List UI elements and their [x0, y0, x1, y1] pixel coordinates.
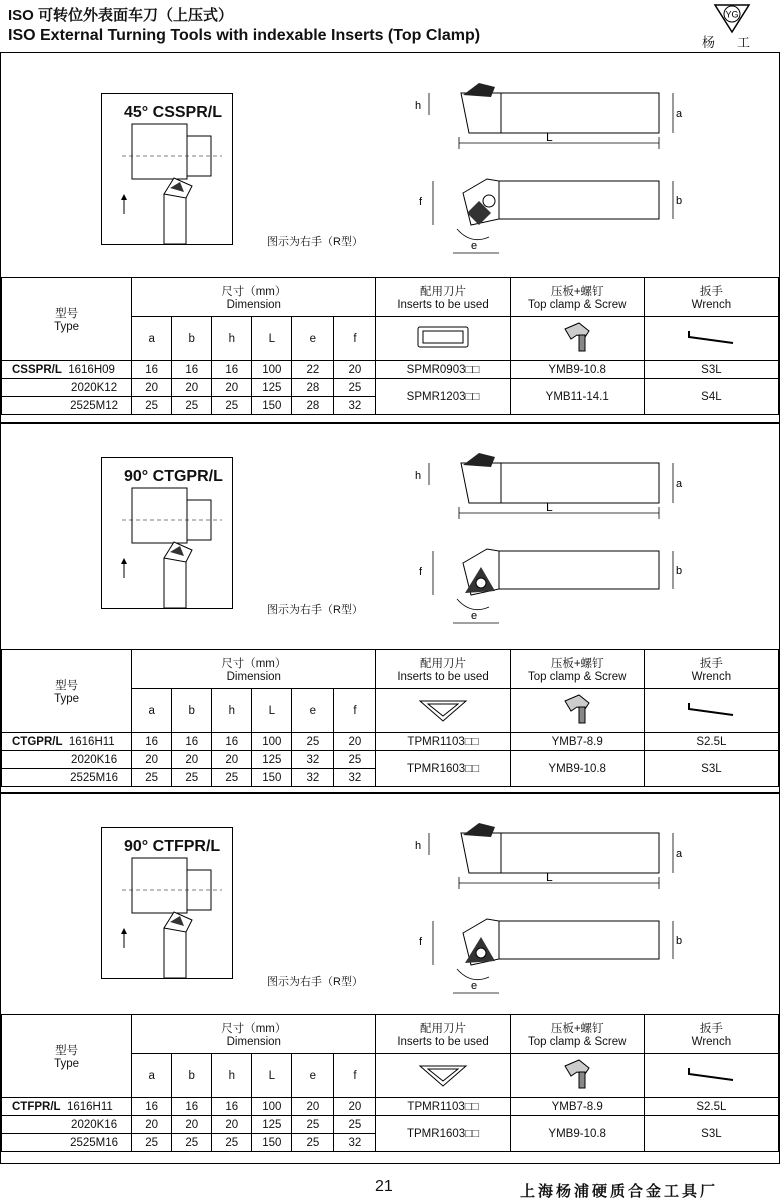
- company-logo: [712, 2, 752, 34]
- wrench-icon: [681, 327, 741, 347]
- model-diagram-box: [101, 93, 233, 245]
- table-row: CTFPR/L 1616H11 16 16 16 100 20 20 TPMR1103□□ YMB7-8.9 S2.5L: [2, 1098, 779, 1116]
- type-header: 型号 Type: [2, 278, 132, 361]
- tool-section: [0, 422, 780, 794]
- table-row: 2020K16 20 20 20 125 25 25 TPMR1603□□ YMB9-10.8 S3L: [2, 1116, 779, 1134]
- spec-table: 型号 Type 尺寸（mm） Dimension 配用刀片 Inserts to be used 压板+螺钉 Top clamp & Screw 扳手 Wrench a b h L e f CTGPR/L 1616H11 16 16 16 100 25 20 TPMR1103□□ YMB7-8.9 S2.5L 2020K16 20 20 20 125 32 25 TPMR1603□□ YMB9-10.8 S3L 2525M16 25 25 25 150 32 32: [1, 649, 779, 787]
- table-row: 2525M12 25 25 25 150 28 32: [2, 397, 779, 415]
- svg-text:e: e: [471, 980, 478, 992]
- svg-text:e: e: [471, 610, 478, 622]
- model-diagram-box: [101, 827, 233, 979]
- insert-icon: [408, 694, 478, 724]
- right-hand-note: 图示为右手（R型）: [267, 236, 363, 248]
- page-number: 21: [375, 1178, 393, 1195]
- wrench-icon: [681, 1064, 741, 1084]
- svg-text:L: L: [546, 130, 553, 144]
- svg-text:h: h: [415, 100, 422, 112]
- table-row: 2020K16 20 20 20 125 32 25 TPMR1603□□ YMB9-10.8 S3L: [2, 751, 779, 769]
- model-title: 90° CTGPR/L: [124, 468, 223, 485]
- logo-subtitle: 杨工: [702, 35, 773, 50]
- svg-text:a: a: [676, 478, 683, 490]
- svg-text:h: h: [415, 470, 422, 482]
- svg-text:f: f: [419, 566, 423, 578]
- tool-section: [0, 792, 780, 1164]
- svg-text:b: b: [676, 195, 683, 207]
- right-hand-note: 图示为右手（R型）: [267, 604, 363, 616]
- svg-text:a: a: [676, 848, 683, 860]
- table-row: CTGPR/L 1616H11 16 16 16 100 25 20 TPMR1103□□ YMB7-8.9 S2.5L: [2, 733, 779, 751]
- wrench-icon: [681, 699, 741, 719]
- type-header: 型号 Type: [2, 1015, 132, 1098]
- svg-text:h: h: [415, 840, 422, 852]
- svg-text:L: L: [546, 870, 553, 884]
- spec-table: 型号 Type 尺寸（mm） Dimension 配用刀片 Inserts to be used 压板+螺钉 Top clamp & Screw 扳手 Wrench a b h L e f CSSPR/L 1616H09 16 16 16 100 22 20 SPMR0903□□ YMB9-10.8 S3L 2020K12 20 20 20 125 28 25 SPMR1203□□ YMB11-14.1 S4L 2525M12 25 25 25 150 28 32: [1, 277, 779, 415]
- clamp-screw-icon: [557, 689, 597, 729]
- svg-text:b: b: [676, 565, 683, 577]
- clamp-screw-icon: [557, 1054, 597, 1094]
- table-row: CSSPR/L 1616H09 16 16 16 100 22 20 SPMR0903□□ YMB9-10.8 S3L: [2, 361, 779, 379]
- insert-icon: [408, 322, 478, 352]
- model-diagram-box: [101, 457, 233, 609]
- insert-icon: [408, 1059, 478, 1089]
- svg-text:f: f: [419, 196, 423, 208]
- table-row: 2525M16 25 25 25 150 32 32: [2, 769, 779, 787]
- table-row: 2525M16 25 25 25 150 25 32: [2, 1134, 779, 1152]
- svg-text:e: e: [471, 240, 478, 252]
- tool-section: [0, 52, 780, 424]
- model-title: 45° CSSPR/L: [124, 104, 222, 121]
- table-row: 2020K12 20 20 20 125 28 25 SPMR1203□□ YMB11-14.1 S4L: [2, 379, 779, 397]
- svg-text:YG: YG: [725, 9, 739, 20]
- svg-text:L: L: [546, 500, 553, 514]
- page-header: [8, 6, 480, 46]
- clamp-screw-icon: [557, 317, 597, 357]
- company-name: 上海杨浦硬质合金工具厂: [520, 1183, 719, 1200]
- type-header: 型号 Type: [2, 650, 132, 733]
- svg-text:a: a: [676, 108, 683, 120]
- title-cn: ISO 可转位外表面车刀（上压式）: [8, 7, 234, 24]
- title-en: ISO External Turning Tools with indexable Inserts (Top Clamp): [8, 27, 481, 44]
- right-hand-note: 图示为右手（R型）: [267, 976, 363, 988]
- svg-text:b: b: [676, 935, 683, 947]
- svg-text:f: f: [419, 936, 423, 948]
- model-title: 90° CTFPR/L: [124, 838, 221, 855]
- spec-table: 型号 Type 尺寸（mm） Dimension 配用刀片 Inserts to be used 压板+螺钉 Top clamp & Screw 扳手 Wrench a b h L e f CTFPR/L 1616H11 16 16 16 100 20 20 TPMR1103□□ YMB7-8.9 S2.5L 2020K16 20 20 20 125 25 25 TPMR1603□□ YMB9-10.8 S3L 2525M16 25 25 25 150 25 32: [1, 1014, 779, 1152]
